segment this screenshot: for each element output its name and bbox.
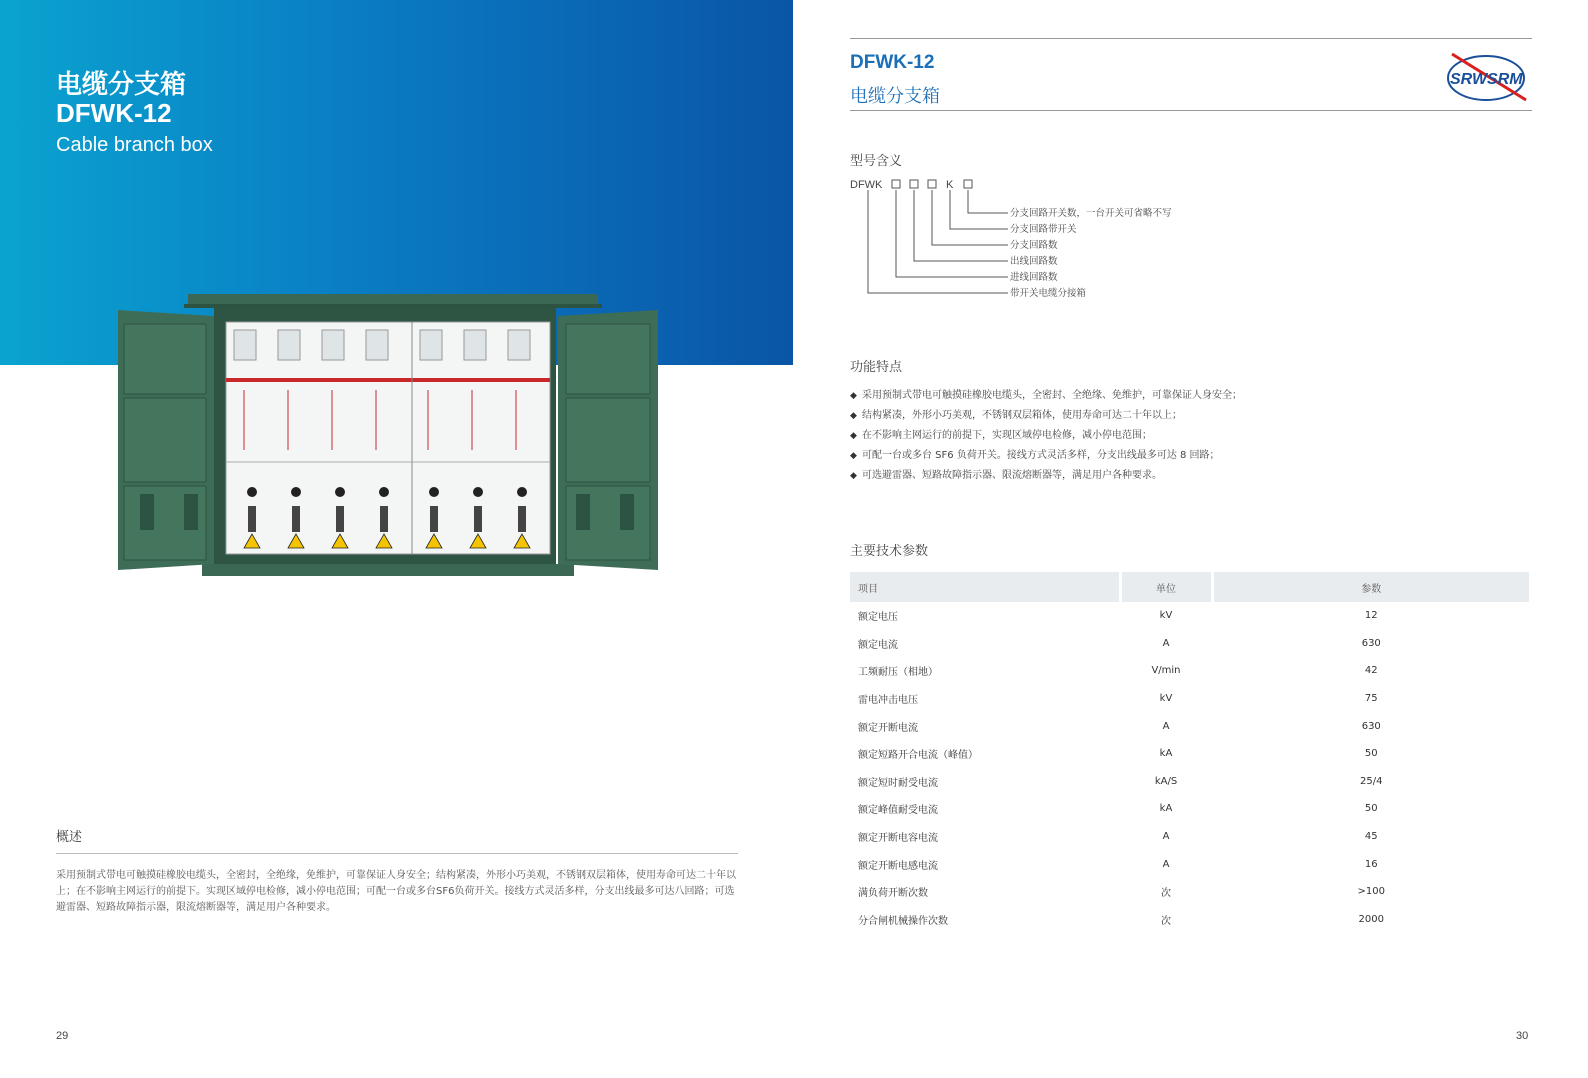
header-bottom-divider (850, 110, 1532, 111)
table-row: 额定电压 kV 12 (858, 610, 1378, 624)
table-row: 额定峰值耐受电流 kA 50 (858, 803, 1378, 817)
params-title: 主要技术参数 (850, 544, 929, 559)
page-number-right: 30 (1516, 1030, 1529, 1042)
feature-item: ◆ 结构紧凑，外形小巧美观，不锈钢双层箱体，使用寿命可达二十年以上； (850, 406, 1532, 426)
table-row: 满负荷开断次数 次 >100 (858, 886, 1385, 900)
code-desc: 分支回路数 (1010, 240, 1058, 251)
code-desc: 分支回路开关数，一台开关可省略不写 (1010, 208, 1172, 219)
feature-item: ◆ 在不影响主网运行的前提下，实现区域停电检修，减小停电范围； (850, 426, 1532, 446)
model-code-diagram (850, 176, 1250, 306)
diamond-bullet-icon: ◆ (850, 431, 857, 441)
parameters-table (850, 572, 1532, 933)
svg-text:SRWSRM: SRWSRM (1450, 71, 1523, 88)
company-logo (1446, 50, 1532, 104)
diamond-bullet-icon: ◆ (850, 471, 857, 481)
product-image-cable-branch-box (118, 294, 666, 584)
table-row: 分合闸机械操作次数 次 2000 (858, 913, 1384, 927)
feature-item: ◆ 采用预制式带电可触摸硅橡胶电缆头，全密封、全绝缘、免维护，可靠保证人身安全； (850, 386, 1532, 406)
feature-item: ◆ 可选避雷器、短路故障指示器、限流熔断器等，满足用户各种要求。 (850, 466, 1532, 486)
diamond-bullet-icon: ◆ (850, 391, 857, 401)
hero-title-en: Cable branch box (56, 134, 213, 156)
features-title: 功能特点 (850, 360, 903, 375)
header-item: 项目 (850, 572, 1120, 602)
diamond-bullet-icon: ◆ (850, 451, 857, 461)
table-row: 额定电流 A 630 (858, 637, 1381, 651)
header-value: 参数 (1212, 572, 1531, 602)
overview-title: 概述 (56, 830, 83, 845)
code-desc: 分支回路带开关 (1010, 224, 1077, 235)
code-letter: K (946, 179, 954, 191)
diamond-bullet-icon: ◆ (850, 411, 857, 421)
hero-title-cn: 电缆分支箱 (56, 70, 187, 100)
page-number-left: 29 (56, 1030, 69, 1042)
overview-text: 采用预制式带电可触摸硅橡胶电缆头，全密封，全绝缘，免维护，可靠保证人身安全；结构紧凑，外形小巧美观，不锈钢双层箱体，使用寿命可达二十年以上；在不影响主网运行的前提下。实现区域停电检修，减小停电范围；可配一台或多台SF6负荷开关。接线方式灵活多样，分支出线最多可达八回路；可选避雷器、短路故障指示器，限流熔断器等，满足用户各种要求。 (56, 870, 736, 913)
code-desc: 带开关电缆分接箱 (1010, 288, 1087, 299)
table-row: 额定开断电流 A 630 (858, 720, 1381, 734)
overview-divider (56, 853, 738, 854)
model-meaning-title: 型号含义 (850, 154, 903, 169)
table-header-row (850, 572, 1531, 602)
header-unit: 单位 (1120, 572, 1212, 602)
table-row: 工频耐压（相地） V/min 42 (858, 665, 1378, 679)
code-prefix: DFWK (850, 179, 883, 191)
header-top-divider (850, 38, 1532, 39)
table-row: 额定开断电感电流 A 16 (858, 858, 1378, 872)
table-row: 额定短时耐受电流 kA/S 25/4 (858, 775, 1383, 789)
code-desc: 出线回路数 (1010, 256, 1058, 267)
product-model: DFWK-12 (850, 52, 935, 73)
features-list (850, 386, 1532, 486)
product-name: 电缆分支箱 (850, 86, 940, 107)
hero-title-model: DFWK-12 (56, 98, 172, 128)
table-row: 额定开断电容电流 A 45 (858, 831, 1378, 845)
table-row: 雷电冲击电压 kV 75 (858, 693, 1378, 707)
feature-item: ◆ 可配一台或多台 SF6 负荷开关。接线方式灵活多样，分支出线最多可达 8 回路； (850, 446, 1532, 466)
table-row: 额定短路开合电流（峰值） kA 50 (858, 748, 1378, 762)
code-desc: 进线回路数 (1010, 272, 1058, 283)
